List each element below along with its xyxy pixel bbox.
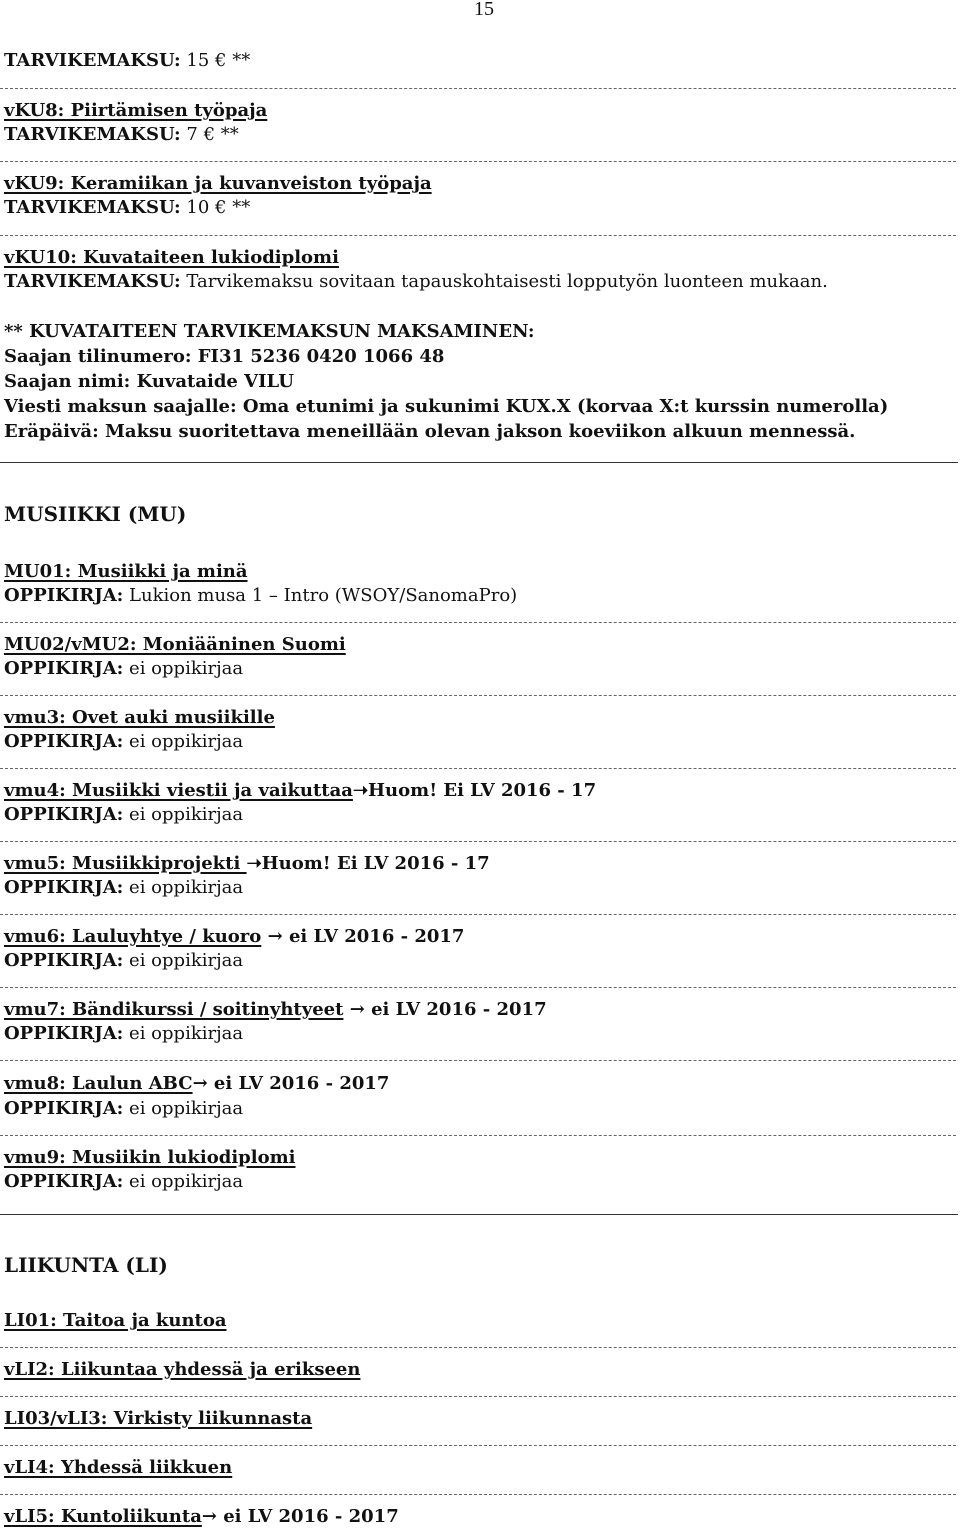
section-heading-music: MUSIIKKI (MU) (4, 502, 187, 526)
book-line-vmu3 (4, 731, 243, 752)
divider (0, 1060, 956, 1061)
book-value: ei oppikirjaa (123, 877, 244, 898)
arrow-icon: ➝ (246, 853, 262, 874)
book-label: OPPIKIRJA: (4, 1098, 124, 1119)
fee-value: 7 € ** (180, 124, 239, 145)
book-line-vmu9 (4, 1171, 243, 1192)
fee-label: TARVIKEMAKSU: (4, 271, 181, 292)
book-line-vmu5 (4, 877, 243, 898)
section-divider (0, 1214, 958, 1215)
course-title-vmu4: vmu4: Musiikki viestii ja vaikuttaa (4, 780, 353, 801)
divider (0, 1347, 956, 1348)
book-value: ei oppikirjaa (123, 731, 244, 752)
divider (0, 841, 956, 842)
course-title-vmu8: vmu8: Laulun ABC (4, 1073, 193, 1094)
divider (0, 1135, 956, 1136)
course-line-vmu7 (4, 999, 547, 1020)
course-title-vmu3: vmu3: Ovet auki musiikille (4, 707, 275, 728)
divider (0, 768, 956, 769)
course-line-vli5 (4, 1506, 399, 1527)
arrow-icon: → (267, 926, 283, 947)
course-title-vli4: vLI4: Yhdessä liikkuen (4, 1457, 233, 1478)
book-value: ei oppikirjaa (123, 1171, 244, 1192)
page-number: 15 (474, 0, 494, 20)
course-title-mu02: MU02/vMU2: Moniääninen Suomi (4, 634, 346, 655)
arrow-icon: → (192, 1073, 208, 1094)
arrow-icon: → (349, 999, 365, 1020)
course-title-li03: LI03/vLI3: Virkisty liikunnasta (4, 1408, 313, 1429)
course-title-vku8: vKU8: Piirtämisen työpaja (4, 100, 268, 121)
fee-line-vku8 (4, 124, 239, 145)
course-title-vli2: vLI2: Liikuntaa yhdessä ja erikseen (4, 1359, 361, 1380)
section-heading-pe: LIIKUNTA (LI) (4, 1253, 168, 1277)
book-line-vmu6 (4, 950, 243, 971)
fee-value: 10 € ** (180, 197, 251, 218)
divider (0, 914, 956, 915)
divider (0, 235, 956, 236)
course-note-vmu6: ei LV 2016 - 2017 (282, 926, 465, 947)
book-label: OPPIKIRJA: (4, 877, 124, 898)
divider (0, 161, 956, 162)
book-value: ei oppikirjaa (123, 950, 244, 971)
fee-line-vku10 (4, 271, 828, 292)
course-note-vmu5: Huom! Ei LV 2016 - 17 (261, 853, 490, 874)
book-line-mu01 (4, 585, 517, 606)
book-label: OPPIKIRJA: (4, 804, 124, 825)
book-label: OPPIKIRJA: (4, 658, 124, 679)
course-title-vku10: vKU10: Kuvataiteen lukiodiplomi (4, 247, 339, 268)
book-value: ei oppikirjaa (123, 1098, 244, 1119)
book-value: ei oppikirjaa (123, 658, 244, 679)
payment-due-date: Eräpäivä: Maksu suoritettava meneillään olevan jakson koeviikon alkuun mennessä. (4, 421, 856, 442)
fee-label: TARVIKEMAKSU: (4, 124, 181, 145)
course-line-vmu5 (4, 853, 490, 874)
course-title-li01: LI01: Taitoa ja kuntoa (4, 1310, 227, 1331)
book-value: Lukion musa 1 – Intro (WSOY/SanomaPro) (123, 585, 518, 606)
book-line-vmu8 (4, 1098, 243, 1119)
fee-line-vku9 (4, 197, 250, 218)
course-title-vmu6: vmu6: Lauluyhtye / kuoro (4, 926, 262, 947)
course-title-mu01: MU01: Musiikki ja minä (4, 561, 248, 582)
book-label: OPPIKIRJA: (4, 731, 124, 752)
course-title-vku9: vKU9: Keramiikan ja kuvanveiston työpaja (4, 173, 432, 194)
book-value: ei oppikirjaa (123, 804, 244, 825)
course-note-vmu7: ei LV 2016 - 2017 (364, 999, 547, 1020)
arrow-icon: → (201, 1506, 217, 1527)
divider (0, 1445, 956, 1446)
payment-recipient: Saajan nimi: Kuvataide VILU (4, 371, 294, 392)
course-note-vmu8: ei LV 2016 - 2017 (207, 1073, 390, 1094)
course-line-vmu6 (4, 926, 464, 947)
course-title-vmu7: vmu7: Bändikurssi / soitinyhtyeet (4, 999, 344, 1020)
divider (0, 987, 956, 988)
book-label: OPPIKIRJA: (4, 950, 124, 971)
divider (0, 622, 956, 623)
section-divider (0, 462, 958, 463)
payment-heading: ** KUVATAITEEN TARVIKEMAKSUN MAKSAMINEN: (4, 321, 535, 342)
payment-account: Saajan tilinumero: FI31 5236 0420 1066 48 (4, 346, 445, 367)
fee-line-1 (4, 50, 250, 71)
book-line-vmu4 (4, 804, 243, 825)
book-label: OPPIKIRJA: (4, 1023, 124, 1044)
payment-message: Viesti maksun saajalle: Oma etunimi ja sukunimi KUX.X (korvaa X:t kurssin numerolla) (4, 396, 889, 417)
course-line-vmu8 (4, 1073, 389, 1094)
divider (0, 1494, 956, 1495)
fee-value: Tarvikemaksu sovitaan tapauskohtaisesti lopputyön luonteen mukaan. (180, 271, 828, 292)
book-value: ei oppikirjaa (123, 1023, 244, 1044)
fee-label: TARVIKEMAKSU: (4, 197, 181, 218)
arrow-icon: ➝ (352, 780, 369, 801)
course-line-vmu4 (4, 780, 596, 801)
divider (0, 1396, 956, 1397)
divider (0, 88, 956, 89)
book-label: OPPIKIRJA: (4, 585, 124, 606)
course-title-vli5: vLI5: Kuntoliikunta (4, 1506, 202, 1527)
fee-value: 15 € ** (180, 50, 251, 71)
book-line-mu02 (4, 658, 243, 679)
course-note-vli5: ei LV 2016 - 2017 (216, 1506, 399, 1527)
divider (0, 695, 956, 696)
course-title-vmu9: vmu9: Musiikin lukiodiplomi (4, 1147, 296, 1168)
book-line-vmu7 (4, 1023, 243, 1044)
course-note-vmu4: Huom! Ei LV 2016 - 17 (368, 780, 597, 801)
fee-label: TARVIKEMAKSU: (4, 50, 181, 71)
book-label: OPPIKIRJA: (4, 1171, 124, 1192)
course-title-vmu5: vmu5: Musiikkiprojekti (4, 853, 247, 874)
